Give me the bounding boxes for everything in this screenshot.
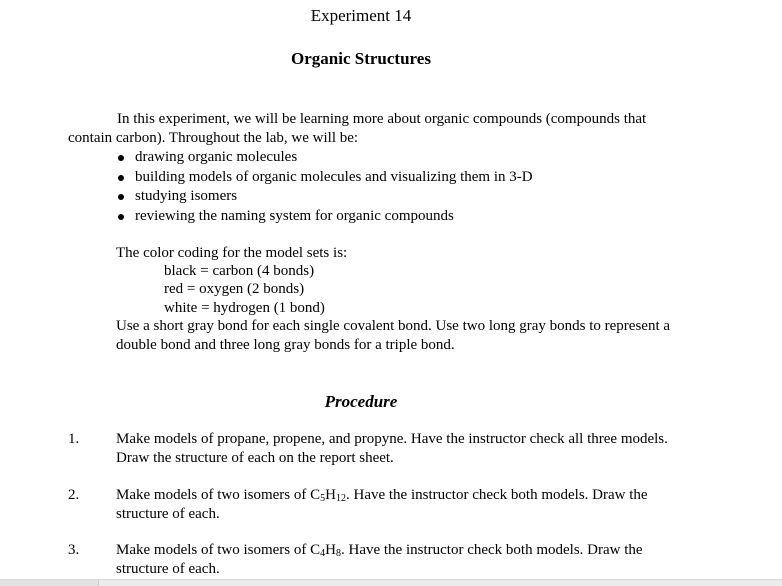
- list-item-text: building models of organic molecules and visualizing them in 3-D: [135, 168, 533, 185]
- color-code-hydrogen: white = hydrogen (1 bond): [164, 300, 325, 316]
- procedure-heading: Procedure: [324, 392, 398, 411]
- step-text-part: Make models of two isomers of C: [116, 487, 321, 503]
- bond-instructions: Use a short gray bond for each single covalent bond. Use two long gray bonds to represent a double bond and three long gray bonds for a triple bond.: [116, 318, 671, 353]
- horizontal-scrollbar[interactable]: [0, 579, 782, 586]
- step-text: Make models of propane, propene, and propyne. Have the instructor check all three models. Draw the structure of each on the report sheet.: [116, 431, 668, 466]
- bullet-icon: [118, 155, 124, 161]
- list-item-text: studying isomers: [135, 188, 238, 205]
- color-code-oxygen: red = oxygen (2 bonds): [164, 281, 305, 297]
- scrollbar-thumb[interactable]: [0, 580, 99, 586]
- list-item: [116, 168, 533, 188]
- formula-subscript: 4: [320, 548, 326, 559]
- formula-subscript: 8: [335, 548, 341, 559]
- step-number: 1.: [68, 431, 80, 447]
- step-text-part: Make models of two isomers of C: [116, 542, 321, 558]
- color-coding-intro: The color coding for the model sets is:: [116, 245, 348, 261]
- step-text-part: . Have the instructor check both models. Draw the structure of each.: [116, 487, 648, 522]
- page-subtitle: Organic Structures: [291, 49, 431, 68]
- bullet-icon: [118, 194, 124, 200]
- intro-paragraph: In this experiment, we will be learning more about organic compounds (compounds that contain carbon). Throughout the lab, we will be:: [68, 111, 647, 146]
- page-title: Experiment 14: [310, 6, 412, 25]
- list-item: [116, 187, 533, 207]
- step-number: 2.: [68, 487, 80, 503]
- step-text: [116, 541, 676, 579]
- list-item-text: reviewing the naming system for organic compounds: [135, 208, 454, 225]
- objectives-list: [116, 148, 533, 227]
- list-item: [116, 207, 533, 227]
- step-text-part: H: [325, 542, 336, 558]
- bullet-icon: [118, 175, 124, 181]
- list-item: [116, 148, 533, 168]
- formula-subscript: 12: [335, 493, 346, 504]
- step-text-part: H: [325, 487, 336, 503]
- color-code-carbon: black = carbon (4 bonds): [164, 263, 315, 279]
- list-item-text: drawing organic molecules: [135, 149, 298, 165]
- step-text: [116, 486, 676, 524]
- step-text-part: . Have the instructor check both models. Draw the structure of each.: [116, 542, 643, 577]
- step-number: 3.: [68, 542, 80, 558]
- bullet-icon: [118, 214, 124, 220]
- formula-subscript: 5: [320, 493, 326, 504]
